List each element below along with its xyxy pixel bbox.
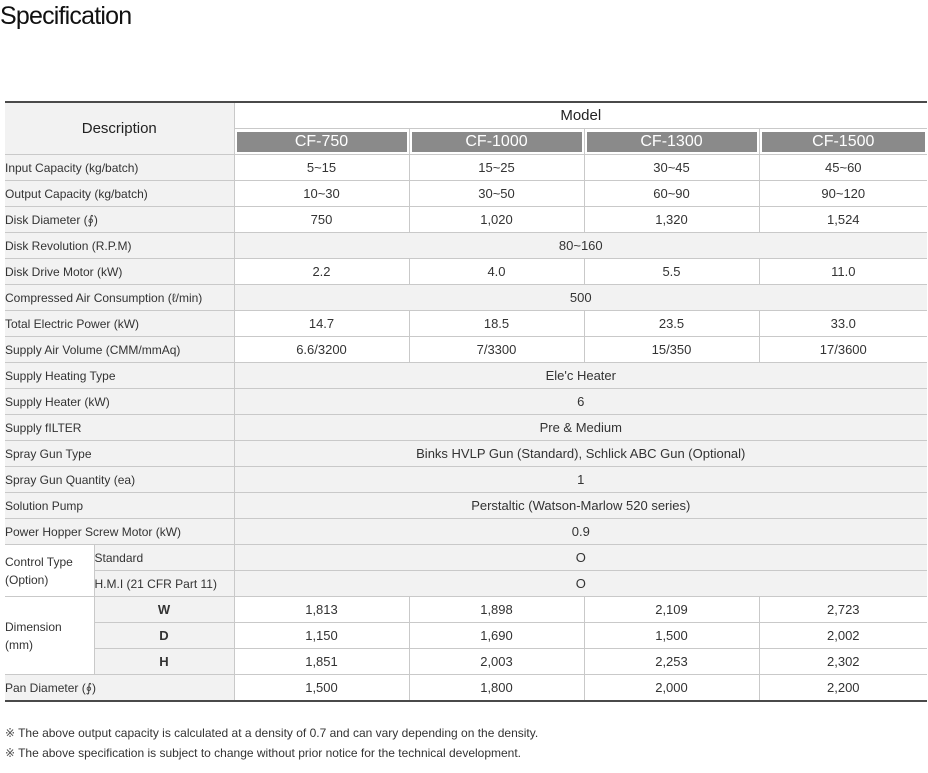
spec-value: 750 <box>234 207 409 233</box>
dimension-axis-label: H <box>94 649 234 675</box>
spec-label: Power Hopper Screw Motor (kW) <box>5 519 234 545</box>
control-type-row <box>5 545 927 571</box>
dimension-value: 2,302 <box>759 649 927 675</box>
spec-value: 15~25 <box>409 155 584 181</box>
spec-row <box>5 519 927 545</box>
spec-value-all-models: 6 <box>234 389 927 415</box>
spec-row <box>5 363 927 389</box>
header-row-model <box>5 102 927 129</box>
page-title: Specification <box>0 2 132 30</box>
spec-value-all-models: 500 <box>234 285 927 311</box>
dimension-value: 1,690 <box>409 623 584 649</box>
spec-row <box>5 311 927 337</box>
dimension-value: 1,851 <box>234 649 409 675</box>
pan-diameter-value: 1,500 <box>234 675 409 702</box>
spec-value-all-models: Pre & Medium <box>234 415 927 441</box>
spec-value: 33.0 <box>759 311 927 337</box>
control-hmi-value: O <box>234 571 927 597</box>
footnote <box>5 723 538 743</box>
spec-row <box>5 493 927 519</box>
description-header: Description <box>5 102 234 155</box>
spec-value: 4.0 <box>409 259 584 285</box>
spec-label: Supply Heater (kW) <box>5 389 234 415</box>
dimension-row <box>5 597 927 623</box>
spec-label: Output Capacity (kg/batch) <box>5 181 234 207</box>
spec-row <box>5 337 927 363</box>
control-standard-value: O <box>234 545 927 571</box>
dimension-value: 2,723 <box>759 597 927 623</box>
spec-row <box>5 259 927 285</box>
model-badge-cf-1000: CF-1000 <box>412 132 582 152</box>
dimension-value: 1,150 <box>234 623 409 649</box>
spec-label: Supply fILTER <box>5 415 234 441</box>
dimension-value: 2,109 <box>584 597 759 623</box>
control-type-row <box>5 571 927 597</box>
footnote-text: The above output capacity is calculated at a density of 0.7 and can vary depending on the density. <box>18 726 539 740</box>
spec-row <box>5 207 927 233</box>
dimension-axis-label: W <box>94 597 234 623</box>
reference-mark-icon: ※ <box>5 746 16 760</box>
model-badge-cf-1500: CF-1500 <box>762 132 926 152</box>
dimension-row <box>5 623 927 649</box>
spec-value: 14.7 <box>234 311 409 337</box>
spec-value: 5.5 <box>584 259 759 285</box>
control-standard-label: Standard <box>94 545 234 571</box>
pan-diameter-row <box>5 675 927 702</box>
model-cell <box>409 129 584 155</box>
dimension-value: 1,898 <box>409 597 584 623</box>
spec-label: Disk Revolution (R.P.M) <box>5 233 234 259</box>
dimension-label-line: (mm) <box>5 637 33 652</box>
spec-value-all-models: 0.9 <box>234 519 927 545</box>
spec-row <box>5 181 927 207</box>
dimension-label <box>5 597 94 675</box>
spec-label: Disk Drive Motor (kW) <box>5 259 234 285</box>
spec-label: Spray Gun Quantity (ea) <box>5 467 234 493</box>
spec-value: 11.0 <box>759 259 927 285</box>
spec-value-all-models: 1 <box>234 467 927 493</box>
spec-value-all-models: 80~160 <box>234 233 927 259</box>
spec-row <box>5 389 927 415</box>
spec-value: 1,524 <box>759 207 927 233</box>
spec-row <box>5 441 927 467</box>
spec-value: 23.5 <box>584 311 759 337</box>
model-badge-cf-750: CF-750 <box>237 132 407 152</box>
spec-value: 17/3600 <box>759 337 927 363</box>
spec-row <box>5 467 927 493</box>
dimension-label-line: Dimension <box>5 619 62 634</box>
spec-value: 1,020 <box>409 207 584 233</box>
dimension-value: 2,253 <box>584 649 759 675</box>
spec-label: Solution Pump <box>5 493 234 519</box>
spec-value-all-models: Ele'c Heater <box>234 363 927 389</box>
spec-row <box>5 155 927 181</box>
spec-value: 60~90 <box>584 181 759 207</box>
control-type-label-line: Control Type <box>5 554 73 569</box>
spec-value: 7/3300 <box>409 337 584 363</box>
control-hmi-label: H.M.I (21 CFR Part 11) <box>94 571 234 597</box>
dimension-axis-label: D <box>94 623 234 649</box>
model-badge-cf-1300: CF-1300 <box>587 132 757 152</box>
footnote-text: The above specification is subject to change without prior notice for the technical development. <box>18 746 522 760</box>
reference-mark-icon: ※ <box>5 726 16 740</box>
model-cell <box>234 129 409 155</box>
spec-label: Spray Gun Type <box>5 441 234 467</box>
spec-row <box>5 415 927 441</box>
dimension-value: 1,813 <box>234 597 409 623</box>
spec-value: 2.2 <box>234 259 409 285</box>
spec-value: 1,320 <box>584 207 759 233</box>
spec-value: 18.5 <box>409 311 584 337</box>
spec-value: 30~50 <box>409 181 584 207</box>
model-cell <box>584 129 759 155</box>
spec-value: 30~45 <box>584 155 759 181</box>
specification-table <box>5 101 927 702</box>
control-type-label-line: (Option) <box>5 572 49 587</box>
spec-label: Supply Air Volume (CMM/mmAq) <box>5 337 234 363</box>
spec-value: 5~15 <box>234 155 409 181</box>
spec-row <box>5 233 927 259</box>
dimension-value: 1,500 <box>584 623 759 649</box>
spec-row <box>5 285 927 311</box>
spec-value: 90~120 <box>759 181 927 207</box>
spec-value: 6.6/3200 <box>234 337 409 363</box>
dimension-value: 2,003 <box>409 649 584 675</box>
spec-value-all-models: Perstaltic (Watson-Marlow 520 series) <box>234 493 927 519</box>
spec-value: 45~60 <box>759 155 927 181</box>
footnote <box>5 743 538 763</box>
control-type-label <box>5 545 94 597</box>
footnotes <box>5 723 538 763</box>
spec-label: Total Electric Power (kW) <box>5 311 234 337</box>
pan-diameter-value: 2,200 <box>759 675 927 702</box>
spec-value: 10~30 <box>234 181 409 207</box>
spec-value: 15/350 <box>584 337 759 363</box>
spec-label: Supply Heating Type <box>5 363 234 389</box>
spec-label: Input Capacity (kg/batch) <box>5 155 234 181</box>
spec-value-all-models: Binks HVLP Gun (Standard), Schlick ABC Gun (Optional) <box>234 441 927 467</box>
model-header: Model <box>234 102 927 129</box>
spec-label: Compressed Air Consumption (ℓ/min) <box>5 285 234 311</box>
pan-diameter-value: 1,800 <box>409 675 584 702</box>
model-cell <box>759 129 927 155</box>
pan-diameter-label: Pan Diameter (∮) <box>5 675 234 702</box>
dimension-value: 2,002 <box>759 623 927 649</box>
spec-label: Disk Diameter (∮) <box>5 207 234 233</box>
dimension-row <box>5 649 927 675</box>
pan-diameter-value: 2,000 <box>584 675 759 702</box>
